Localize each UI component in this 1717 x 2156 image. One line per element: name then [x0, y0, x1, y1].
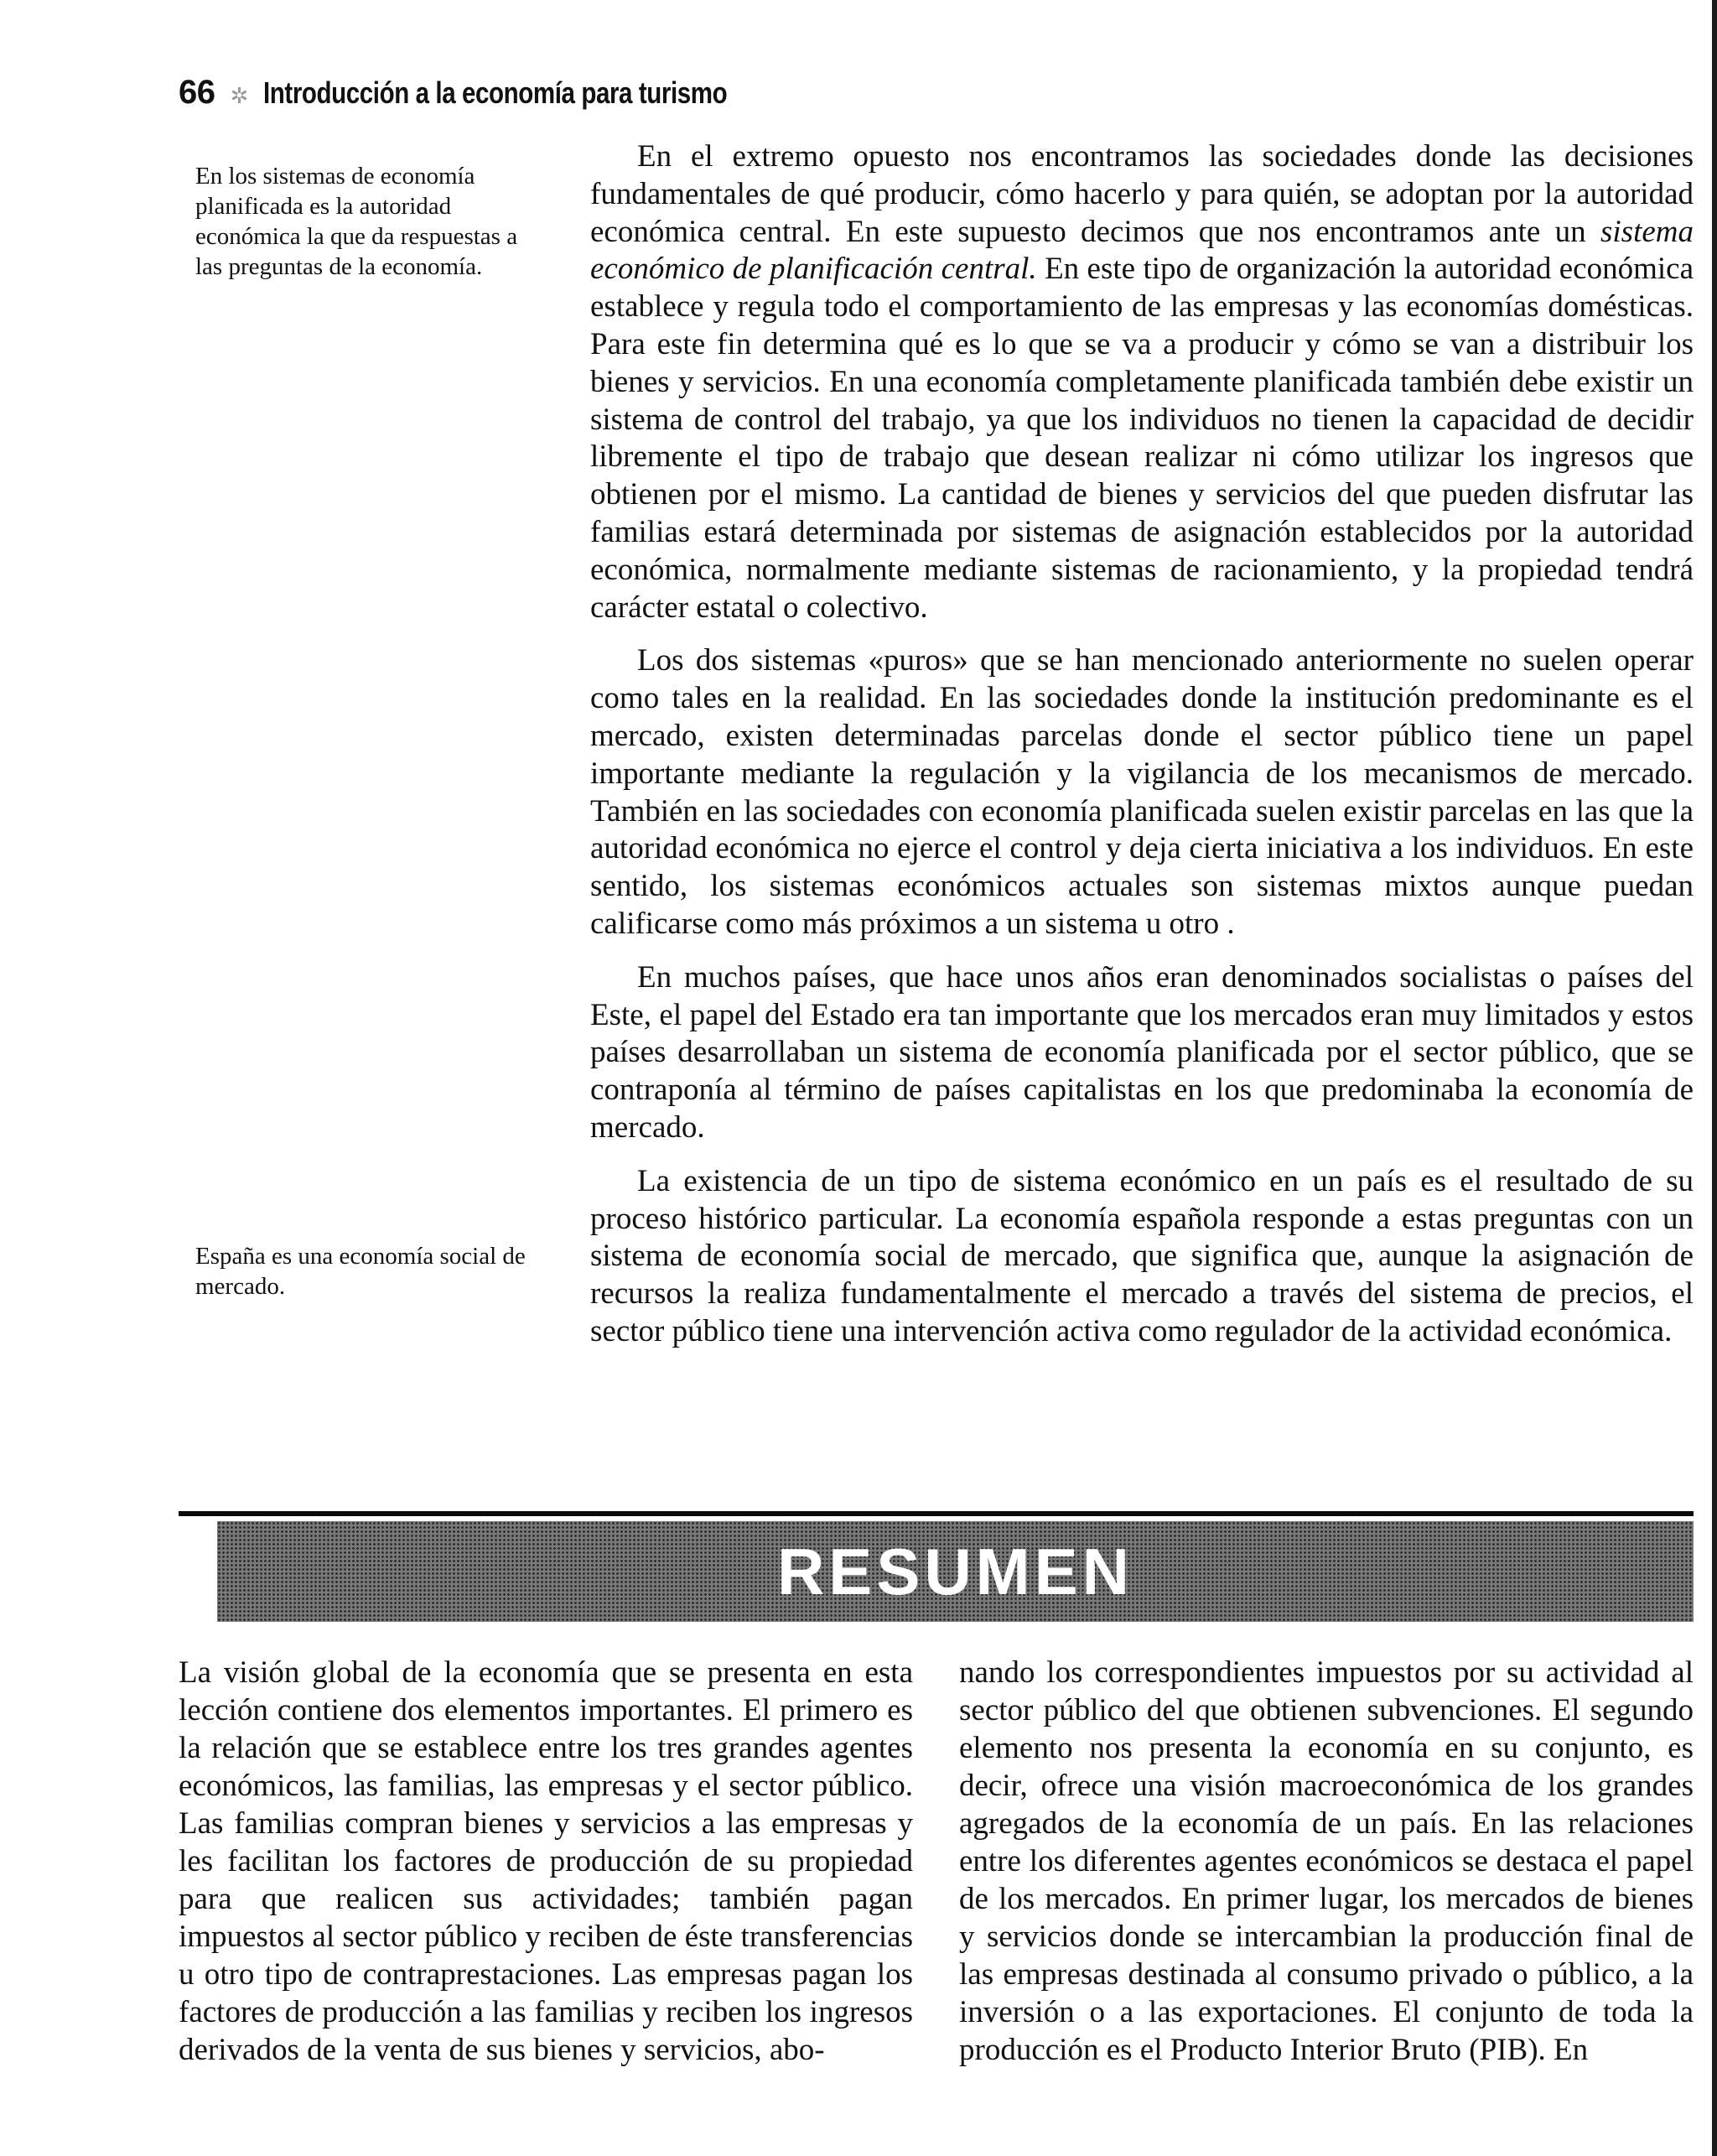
ornament-icon: ✲ — [230, 83, 248, 108]
paragraph-eastern-countries: En muchos países, que hace unos años eran denominados socialistas o países del Este, el papel del Estado era tan importante que los mercados eran muy limitados y estos países desarrollaban un sistema de economía planificada por el sector público, que se contraponía al término de países capitalistas en los que predominaba la economía de mercado. — [590, 959, 1694, 1145]
page-edge-border — [1712, 0, 1717, 2156]
paragraph-text: En el extremo opuesto nos encontramos las sociedades donde las decisiones fundamentales de qué producir, cómo hacerlo y para quién, se adoptan por la autoridad económica central. En este supuesto decimos que nos encontramos ante un — [590, 139, 1694, 249]
margin-note-spain-economy: España es una economía social de mercado. — [195, 1243, 526, 1300]
summary-column-left: La visión global de la economía que se presenta en esta lección contiene dos elementos importantes. El primero es la relación que se establece entre los tres grandes agentes económicos, las familias, las empresas y el sector público. Las familias compran bienes y servicios a las empresas y les facilitan los factores de producción de su propiedad para que realicen sus actividades; también pagan impuestos al sector público y reciben de éste transferencias u otro tipo de contraprestaciones. Las empresas pagan los factores de producción a las familias y reciben los ingresos derivados de la venta de sus bienes y servicios, abo- — [179, 1655, 913, 2067]
main-text — [590, 138, 1694, 1367]
running-header — [179, 74, 828, 112]
emphasis-term: sistema económico de planificación central. — [590, 214, 1694, 287]
summary-body — [179, 1654, 1694, 2069]
summary-column-right: nando los correspondientes impuestos por su actividad al sector público del que obtienen subvenciones. El segundo elemento nos presenta la economía en su conjunto, es decir, ofrece una visión macroeconómica de los grandes agregados de la economía de un país. En las relaciones entre los diferentes agentes económicos se destaca el papel de los mercados. En primer lugar, los mercados de bienes y servicios donde se intercambian la producción final de las empresas destinada al consumo privado o público, a la inversión o a las exportaciones. El conjunto de toda la producción es el Producto Interior Bruto (PIB). En — [959, 1655, 1694, 2067]
paragraph-text: En este tipo de organización la autoridad económica establece y regula todo el comportamiento de las empresas y las economías domésticas. Para este fin determina qué es lo que se va a producir y cómo se van a distribuir los bienes y servicios. En una economía completamente planificada también debe existir un sistema de control del trabajo, ya que los individuos no tienen la capacidad de decidir libremente el tipo de trabajo que desean realizar ni cómo utilizar los ingresos que obtienen por el mismo. La cantidad de bienes y servicios del que pueden disfrutar las familias estará determinada por sistemas de asignación establecidos por la autoridad económica, normalmente mediante sistemas de racionamiento, y la propiedad tendrá carácter estatal o colectivo. — [590, 252, 1694, 625]
page-number: 66 — [179, 74, 215, 111]
margin-note-planned-economy: En los sistemas de economía planificada es la autoridad económica la que da respuestas a las preguntas de la economía. — [195, 163, 518, 280]
running-title: Introducción a la economía para turismo — [262, 75, 728, 110]
paragraph-planned-economy — [590, 138, 1694, 626]
paragraph-spanish-economy: La existencia de un tipo de sistema económico en un país es el resultado de su proceso histórico particular. La economía española responde a estas preguntas con un sistema de economía social de mercado, que significa que, aunque la asignación de recursos la realiza fundamentalmente el mercado a través del sistema de precios, el sector público tiene una intervención activa como regulador de la actividad económica. — [590, 1163, 1694, 1348]
paragraph-mixed-systems: Los dos sistemas «puros» que se han mencionado anteriormente no suelen operar como tales en la realidad. En las sociedades donde la institución predominante es el mercado, existen determinadas parcelas donde el sector público tiene un papel importante mediante la regulación y la vigilancia de los mecanismos de mercado. También en las sociedades con economía planificada suelen existir parcelas en las que la autoridad económica no ejerce el control y deja cierta iniciativa a los individuos. En este sentido, los sistemas económicos actuales son sistemas mixtos aunque puedan calificarse como más próximos a un sistema u otro . — [590, 643, 1694, 941]
summary-banner — [217, 1521, 1694, 1622]
summary-divider — [179, 1511, 1694, 1516]
summary-title: RESUMEN — [776, 1534, 1134, 1608]
